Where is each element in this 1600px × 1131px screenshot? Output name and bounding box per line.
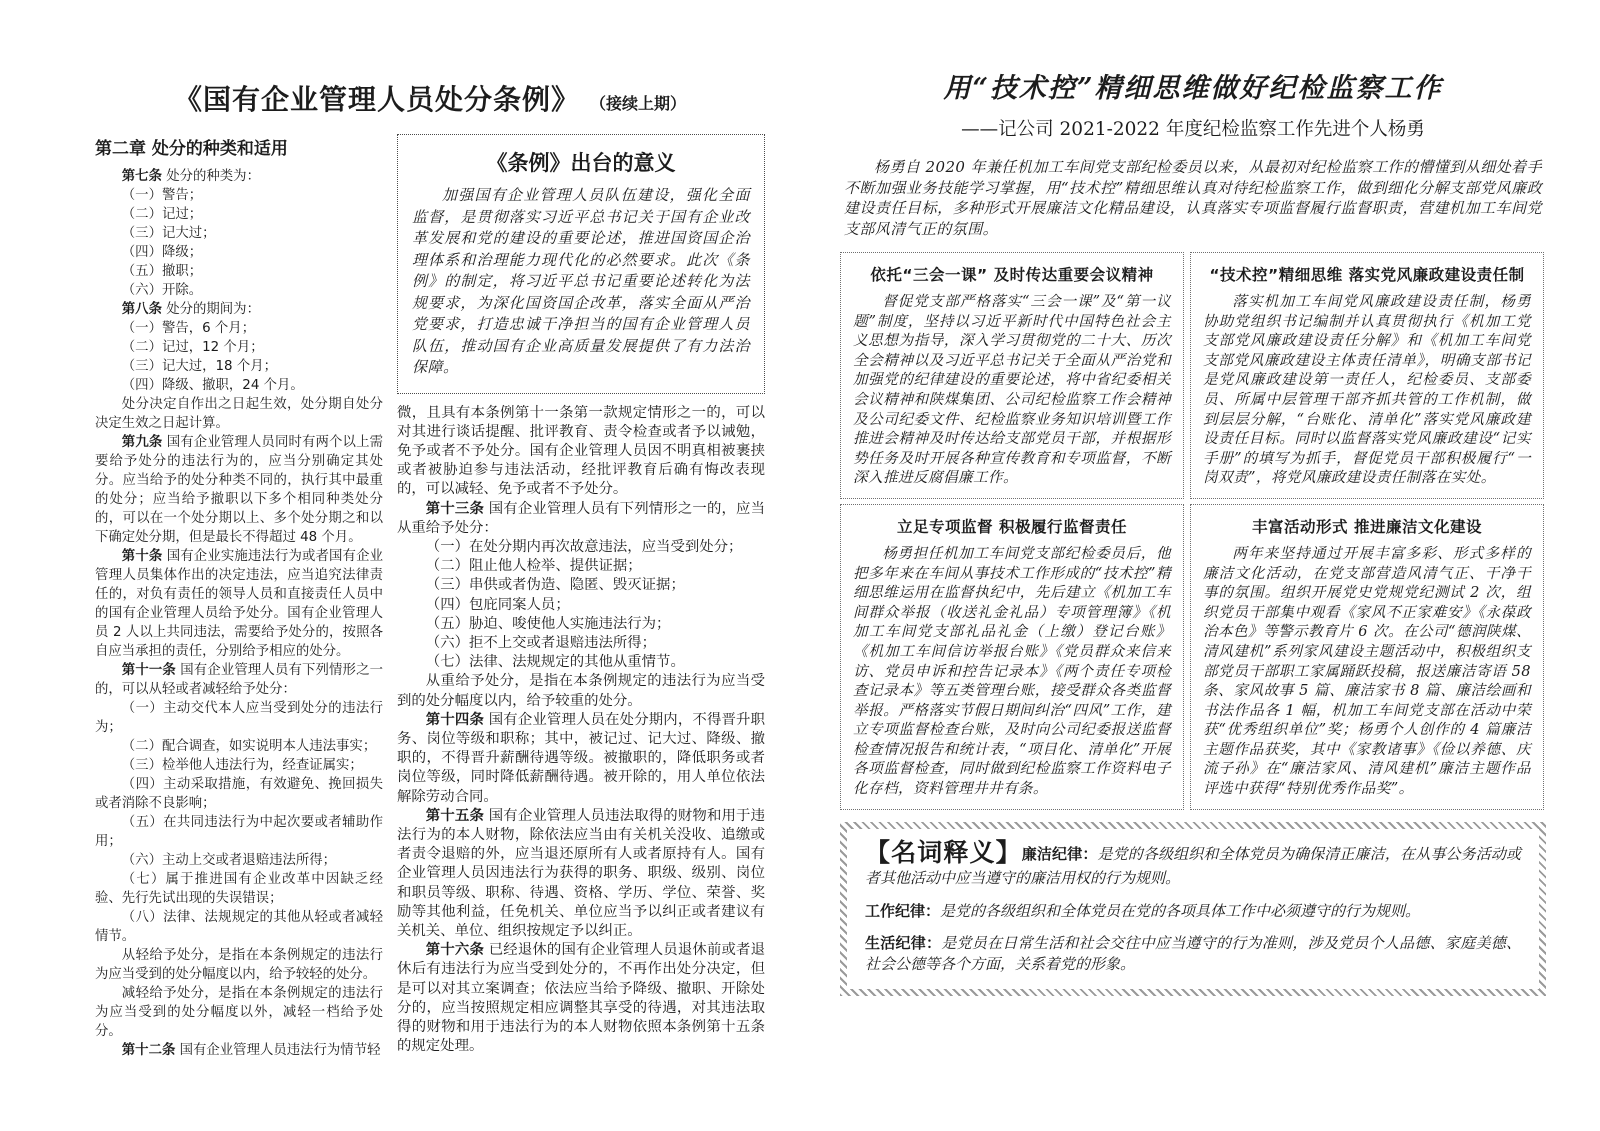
glossary-first-entry — [865, 837, 1521, 890]
paragraph: （三）串供或者伪造、隐匿、毁灭证据； — [425, 577, 685, 594]
paragraph: 从重给予处分，是指在本条例规定的违法行为应当受到的处分幅度以内，给予较重的处分。 — [397, 673, 765, 709]
article-clause: 第七条 处分的种类为： — [121, 169, 260, 184]
clause-number: 工作纪律： — [865, 901, 941, 920]
column-2-paragraphs — [397, 404, 765, 1057]
box-special-supervision-title: 立足专项监督 积极履行监督责任 — [897, 517, 1127, 536]
clause-number: 第七条 — [121, 169, 162, 184]
paragraph: （一）主动交代本人应当受到处分的违法行为； — [95, 701, 383, 735]
paragraph: （二）记过； — [121, 207, 203, 222]
glossary-term-integrity-definition: 是党的各级组织和全体党员为确保清正廉洁，在从事公务活动或者其他活动中应当遵守的廉洁用权的行为规则。 — [865, 844, 1521, 887]
article-clause: 第十四条 国有企业管理人员在处分期内，不得晋升职务、岗位等级和职称；其中，被记过、记大过、降级、撤职的，不得晋升薪酬待遇等级。被撤职的，降低职务或者岗位等级，同时降低薪酬待遇。被开除的，用人单位依法解除劳动合同。 — [397, 711, 765, 805]
paragraph: （二）阻止他人检举、提供证据； — [425, 558, 642, 575]
clause-number: 生活纪律： — [865, 933, 942, 952]
box-responsibility-system — [1190, 252, 1544, 499]
paragraph: （三）检举他人违法行为，经查证属实； — [121, 758, 363, 773]
significance-box — [397, 134, 765, 394]
paragraph: （一）警告； — [121, 188, 203, 203]
left-article — [95, 78, 765, 1060]
article-clause: 第十条 国有企业实施违法行为或者国有企业管理人员集体作出的决定违法，应当追究法律责任的，对负有责任的领导人员和直接责任人员中的国有企业管理人员给予处分。国有企业管理人员 2 人以上共同违法，需要给予处分的，按照各自应当承担的责任，分别给予相应的处分。 — [95, 549, 383, 659]
article-clause: 第十三条 国有企业管理人员有下列情形之一的，应当从重给予处分： — [397, 500, 765, 536]
clause-number: 第十二条 — [121, 1043, 176, 1058]
paragraph: （一）警告，6 个月； — [121, 321, 256, 336]
left-article-title: 《国有企业管理人员处分条例》 — [173, 83, 580, 116]
box-special-supervision — [840, 504, 1184, 810]
box-three-meetings-title: 依托“三会一课” 及时传达重要会议精神 — [870, 266, 1154, 284]
significance-box-body: 加强国有企业管理人员队伍建设，强化全面监督，是贯彻落实习近平总书记关于国有企业改革发展和党的建设的重要论述，推进国资国企治理体系和治理能力现代化的必然要求。此次《条例》的制定，将习近平总书记重要论述转化为法规要求，为深化国资国企改革，落实全面从严治党要求，打造忠诚干净担当的国有企业管理人员队伍，推动国有企业高质量发展提供了有力法治保障。 — [412, 186, 750, 376]
paragraph: 从轻给予处分，是指在本条例规定的违法行为应当受到的处分幅度以内，给予较轻的处分。 — [95, 948, 383, 982]
paragraph: （五）在共同违法行为中起次要或者辅助作用； — [95, 815, 383, 849]
clause-number: 第十三条 — [425, 500, 484, 517]
paragraph: 微，且具有本条例第十一条第一款规定情形之一的，可以对其进行谈话提醒、批评教育、责令检查或者予以诫勉，免予或者不予处分。国有企业管理人员因不明真相被裹挟或者被胁迫参与违法活动，经批评教育后确有悔改表现的，可以减轻、免予或者不予处分。 — [397, 404, 765, 498]
paragraph: 处分决定自作出之日起生效，处分期自处分决定生效之日起计算。 — [95, 397, 383, 431]
clause-number: 第十六条 — [425, 942, 484, 959]
box-culture-building — [1190, 504, 1544, 810]
paragraph: （七）属于推进国有企业改革中因缺乏经验、先行先试出现的失误错误； — [95, 872, 383, 906]
clause-number: 第十五条 — [425, 807, 484, 824]
left-article-title-note: （接续上期） — [590, 94, 687, 113]
right-article — [840, 66, 1546, 996]
right-article-title: 用“技术控”精细思维做好纪检监察工作 — [943, 73, 1443, 104]
paragraph: （六）主动上交或者退赔违法所得； — [121, 853, 337, 868]
clause-number: 第九条 — [121, 435, 163, 450]
glossary-heading: 【名词释义】 — [865, 837, 1022, 867]
paragraph: （一）在处分期内再次故意违法，应当受到处分； — [425, 538, 743, 555]
paragraph: （四）包庇同案人员； — [425, 596, 570, 613]
left-column-1 — [95, 134, 383, 1060]
article-clause: 第十一条 国有企业管理人员有下列情形之一的，可以从轻或者减轻给予处分： — [95, 663, 383, 697]
paragraph: （四）主动采取措施，有效避免、挽回损失或者消除不良影响； — [95, 777, 383, 811]
significance-box-title: 《条例》出台的意义 — [486, 151, 676, 175]
box-special-supervision-body: 杨勇担任机加工车间党支部纪检委员后，他把多年来在车间从事技术工作形成的“技术控”精细思维运用在监督执纪中，先后建立《机加工车间群众举报（收送礼金礼品）专项管理簿》《机加工车间党支部礼品礼金（上缴）登记台账》《机加工车间信访举报台账》《党员群众来信来访、党员申诉和控告记录本》《两个责任专项检查记录本》等五类管理台账，接受群众各类监督举报。严格落实节假日期间纠治“四风”工作，建立专项监督检查台账，及时向公司纪委报送监督检查情况报告和统计表，“项目化、清单化”开展各项监督检查，同时做到纪检监察工作资料电子化存档，资料管理井井有条。 — [853, 544, 1171, 798]
paragraph: （二）记过，12 个月； — [121, 340, 264, 355]
paragraph: （三）记大过，18 个月； — [121, 359, 277, 374]
box-three-meetings — [840, 252, 1184, 499]
paragraph: （八）法律、法规规定的其他从轻或者减轻情节。 — [95, 910, 383, 944]
paragraph: 减轻给予处分，是指在本条例规定的违法行为应当受到的处分幅度以外，减轻一档给予处分。 — [95, 986, 383, 1039]
box-culture-building-body: 两年来坚持通过开展丰富多彩、形式多样的廉洁文化活动，在党支部营造风清气正、干净干事的氛围。组织开展党史党规党纪测试 2 次，组织党员干部集中观看《家风不正家难安》《永葆政治本色》等警示教育片 6 次。在公司“德润陕煤、清风建机”系列家风建设主题活动中，积极组织支部党员干部职工家属踊跃投稿，报送廉洁寄语 58 条、家风故事 5 篇、廉洁家书 8 篇、廉洁绘画和书法作品各 1 幅，机加工车间党支部在活动中荣获“优秀组织单位”奖；杨勇个人创作的 4 篇廉洁主题作品获奖，其中《家教诸事》《俭以养德、庆流子孙》在“廉洁家风、清风建机”廉洁主题作品评选中获得“特别优秀作品奖”。 — [1203, 544, 1531, 798]
article-clause: 第八条 处分的期间为： — [121, 302, 260, 317]
article-clause: 生活纪律：是党员在日常生活和社会交往中应当遵守的行为准则，涉及党员个人品德、家庭美德、社会公德等各个方面，关系着党的形象。 — [865, 933, 1521, 973]
paragraph: （四）降级、撤职，24 个月。 — [121, 378, 304, 393]
left-article-header — [95, 78, 765, 118]
box-three-meetings-body: 督促党支部严格落实“三会一课”及“第一议题”制度，坚持以习近平新时代中国特色社会主义思想为指导，深入学习贯彻党的二十大、历次全会精神以及习近平总书记关于全面从严治党和加强党的纪律建设的重要论述，将中省纪委相关会议精神和陕煤集团、公司纪检监察工作会精神及公司纪委文件、纪检监察业务知识培训暨工作推进会精神及时传达给支部党员干部，并根据形势任务及时开展各种宣传教育和专项监督，不断深入推进反腐倡廉工作。 — [853, 293, 1171, 487]
glossary-box — [840, 822, 1546, 996]
paragraph: （五）胁迫、唆使他人实施违法行为； — [425, 615, 671, 632]
box-culture-building-title: 丰富活动形式 推进廉洁文化建设 — [1252, 517, 1482, 536]
box-responsibility-system-title: “技术控”精细思维 落实党风廉政建设责任制 — [1209, 266, 1525, 284]
article-clause: 第十六条 已经退休的国有企业管理人员退休前或者退休后有违法行为应当受到处分的，不再作出处分决定，但是可以对其立案调查；依法应当给予降级、撤职、开除处分的，应当按照规定相应调整其享受的待遇，对其违法取得的财物和用于违法行为的本人财物依照本条例第十五条的规定处理。 — [397, 942, 765, 1055]
right-article-box-grid — [840, 252, 1546, 810]
paragraph: （二）配合调查，如实说明本人违法事实； — [121, 739, 377, 754]
paragraph: （六）开除。 — [121, 283, 203, 298]
clause-number: 第八条 — [121, 302, 162, 317]
article-clause: 工作纪律：是党的各级组织和全体党员在党的各项具体工作中必须遵守的行为规则。 — [865, 901, 1421, 920]
paragraph: （六）拒不上交或者退赔违法所得； — [425, 634, 657, 651]
paragraph: （五）撤职； — [121, 264, 203, 279]
glossary-remaining-entries — [865, 901, 1521, 975]
column-1-paragraphs — [95, 167, 383, 1060]
clause-number: 第十一条 — [121, 663, 176, 678]
right-article-subtitle: ——记公司 2021-2022 年度纪检监察工作先进个人杨勇 — [961, 119, 1425, 140]
article-clause: 第九条 国有企业管理人员同时有两个以上需要给予处分的违法行为的，应当分别确定其处分。应当给予的处分种类不同的，执行其中最重的处分；应当给予撤职以下多个相同种类处分的，可以在一个处分期以上、多个处分期之和以下确定处分期，但是最长不得超过 48 个月。 — [95, 435, 383, 545]
clause-number: 第十条 — [121, 549, 163, 564]
paragraph: （四）降级； — [121, 245, 203, 260]
left-article-columns — [95, 134, 765, 1060]
paragraph: （七）法律、法规规定的其他从重情节。 — [425, 654, 685, 671]
article-clause: 第十五条 国有企业管理人员违法取得的财物和用于违法行为的本人财物，除依法应当由有关机关没收、追缴或者责令退赔的外，应当退还原所有人或者原持有人。国有企业管理人员因违法行为获得的职务、职级、级别、岗位和职员等级、职称、待遇、资格、学历、学位、荣誉、奖励等其他利益，任免机关、单位应当予以纠正或者建议有关机关、单位、组织按规定予以纠正。 — [397, 807, 765, 939]
box-responsibility-system-body: 落实机加工车间党风廉政建设责任制，杨勇协助党组织书记编制并认真贯彻执行《机加工党支部党风廉政建设责任分解》和《机加工车间党支部党风廉政建设主体责任清单》，明确支部书记是党风廉政建设第一责任人，纪检委员、支部委员、所属中层管理干部齐抓共管的工作机制，做到层层分解，“台账化、清单化”落实党风廉政建设责任目标。同时以监督落实党风廉政建设“记实手册”的填写为抓手，督促党员干部积极履行“一岗双责”，将党风廉政建设责任制落在实处。 — [1203, 293, 1531, 487]
paragraph: （三）记大过； — [121, 226, 216, 241]
article-clause: 第十二条 国有企业管理人员违法行为情节轻 — [121, 1043, 381, 1058]
glossary-term-integrity: 廉洁纪律： — [1021, 844, 1098, 863]
chapter-heading: 第二章 处分的种类和适用 — [95, 139, 288, 159]
right-article-intro: 杨勇自 2020 年兼任机加工车间党支部纪检委员以来，从最初对纪检监察工作的懵懂到从细处着手不断加强业务技能学习掌握，用“技术控”精细思维认真对待纪检监察工作，做到细化分解支部党风廉政建设责任目标，多种形式开展廉洁文化精品建设，认真落实专项监督履行监督职责，营建机加工车间党支部风清气正的氛围。 — [844, 158, 1542, 238]
clause-number: 第十四条 — [425, 711, 484, 728]
left-column-2 — [397, 134, 765, 1060]
